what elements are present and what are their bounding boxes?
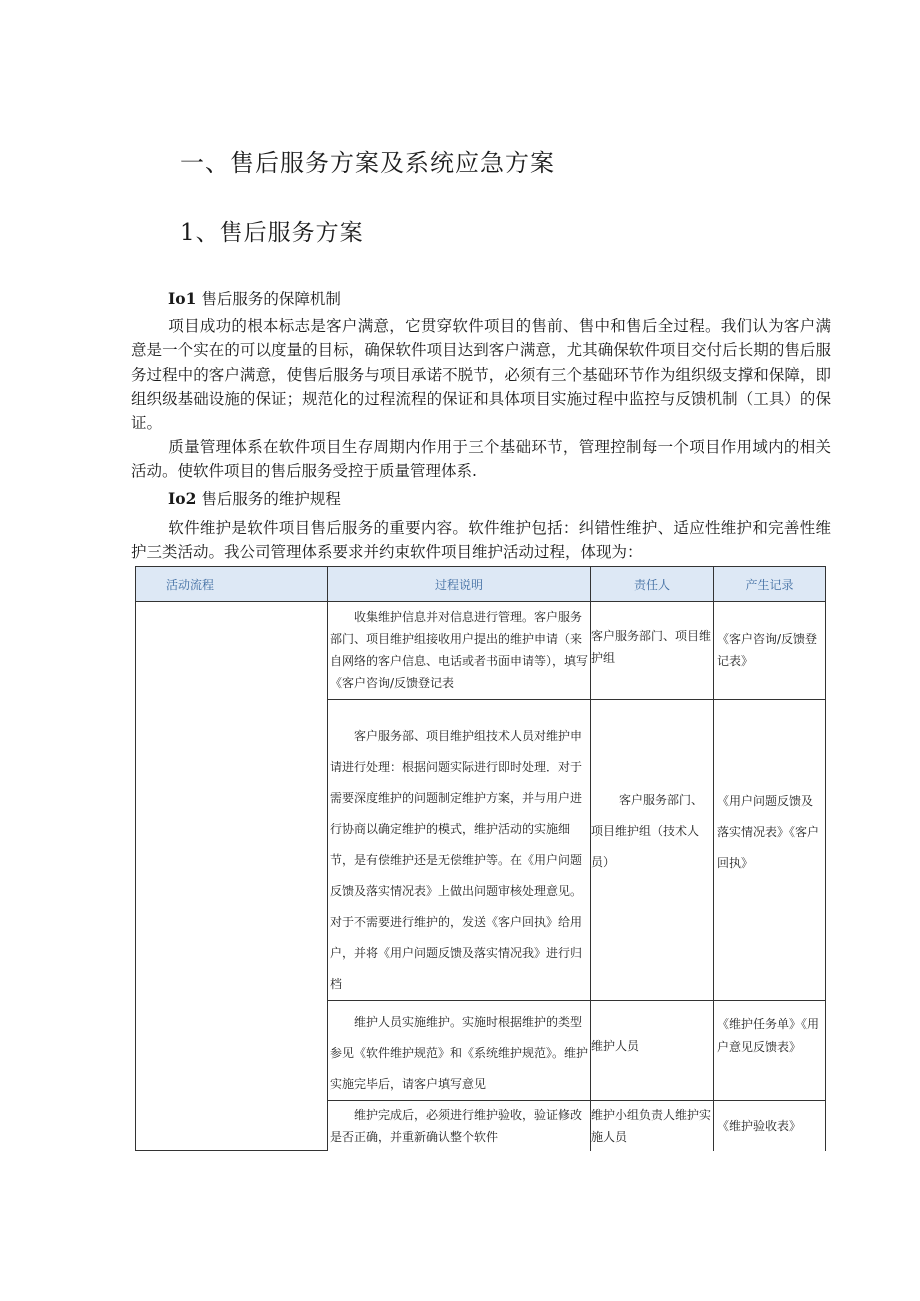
column-header-activity: 活动流程 <box>136 567 328 602</box>
description-cell: 维护完成后，必须进行维护验收，验证修改是否正确，并重新确认整个软件 <box>328 1101 591 1151</box>
table-header-row <box>136 567 826 602</box>
records-cell: 《用户问题反馈及落实情况表》《客户回执》 <box>714 700 826 1001</box>
responsible-cell: 维护小组负责人维护实施人员 <box>591 1101 714 1151</box>
responsible-cell: 客户服务部门、项目维护组（技术人员） <box>591 700 714 1001</box>
description-cell: 客户服务部、项目维护组技术人员对维护申请进行处理：根据问题实际进行即时处理．对于需要深度维护的问题制定维护方案，并与用户进行协商以确定维护的模式，维护活动的实施细节，是有偿维护还是无偿维护等。在《用户问题反馈及落实情况表》上做出问题审核处理意见。对于不需要进行维护的，发送《客户回执》给用户，并将《用户问题反馈及落实情况我》进行归档 <box>328 700 591 1001</box>
responsible-cell: 客户服务部门、项目维护组 <box>591 602 714 700</box>
column-header-responsible: 责任人 <box>591 567 714 602</box>
subsection-number: Io2 <box>168 489 197 508</box>
column-header-records: 产生记录 <box>714 567 826 602</box>
paragraph-maintenance: 软件维护是软件项目售后服务的重要内容。软件维护包括：纠错性维护、适应性维护和完善性维护三类活动。我公司管理体系要求并约束软件项目维护活动过程，体现为： <box>131 519 831 562</box>
activity-flow-cell <box>136 602 328 1151</box>
paragraph-quality-system: 质量管理体系在软件项目生存周期内作用于三个基础环节，管理控制每一个项目作用域内的相关活动。使软件项目的售后服务受控于质量管理体系. <box>131 438 831 481</box>
subsection-title: 售后服务的维护规程 <box>201 490 341 508</box>
records-cell: 《维护验收表》 <box>714 1101 826 1151</box>
column-header-description: 过程说明 <box>328 567 591 602</box>
section-title: 1、售后服务方案 <box>180 220 364 246</box>
table-row <box>136 602 826 700</box>
description-cell: 收集维护信息并对信息进行管理。客户服务部门、项目维护组接收用户提出的维护申请（来自网络的客户信息、电话或者书面申请等），填写《客户咨询/反馈登记表 <box>328 602 591 700</box>
paragraph-customer-satisfaction: 项目成功的根本标志是客户满意，它贯穿软件项目的售前、售中和售后全过程。我们认为客户满意是一个实在的可以度量的目标，确保软件项目达到客户满意，尤其确保软件项目交付后长期的售后服务过程中的客户满意，使售后服务与项目承诺不脱节，必须有三个基础环节作为组织级支撑和保障，即组织级基础设施的保证；规范化的过程流程的保证和具体项目实施过程中监控与反馈机制（工具）的保证。 <box>131 317 831 433</box>
subsection-heading-1 <box>168 287 341 309</box>
subsection-number: Io1 <box>168 289 197 308</box>
records-cell: 《客户咨询/反馈登记表》 <box>714 602 826 700</box>
document-title: 一、售后服务方案及系统应急方案 <box>180 149 555 177</box>
records-cell: 《维护任务单》《用户意见反馈表》 <box>714 1001 826 1101</box>
maintenance-process-table <box>135 566 826 1151</box>
responsible-cell: 维护人员 <box>591 1001 714 1101</box>
subsection-heading-2 <box>168 487 341 509</box>
description-cell: 维护人员实施维护。实施时根据维护的类型参见《软件维护规范》和《系统维护规范》。维护实施完毕后，请客户填写意见 <box>328 1001 591 1101</box>
subsection-title: 售后服务的保障机制 <box>201 290 341 308</box>
